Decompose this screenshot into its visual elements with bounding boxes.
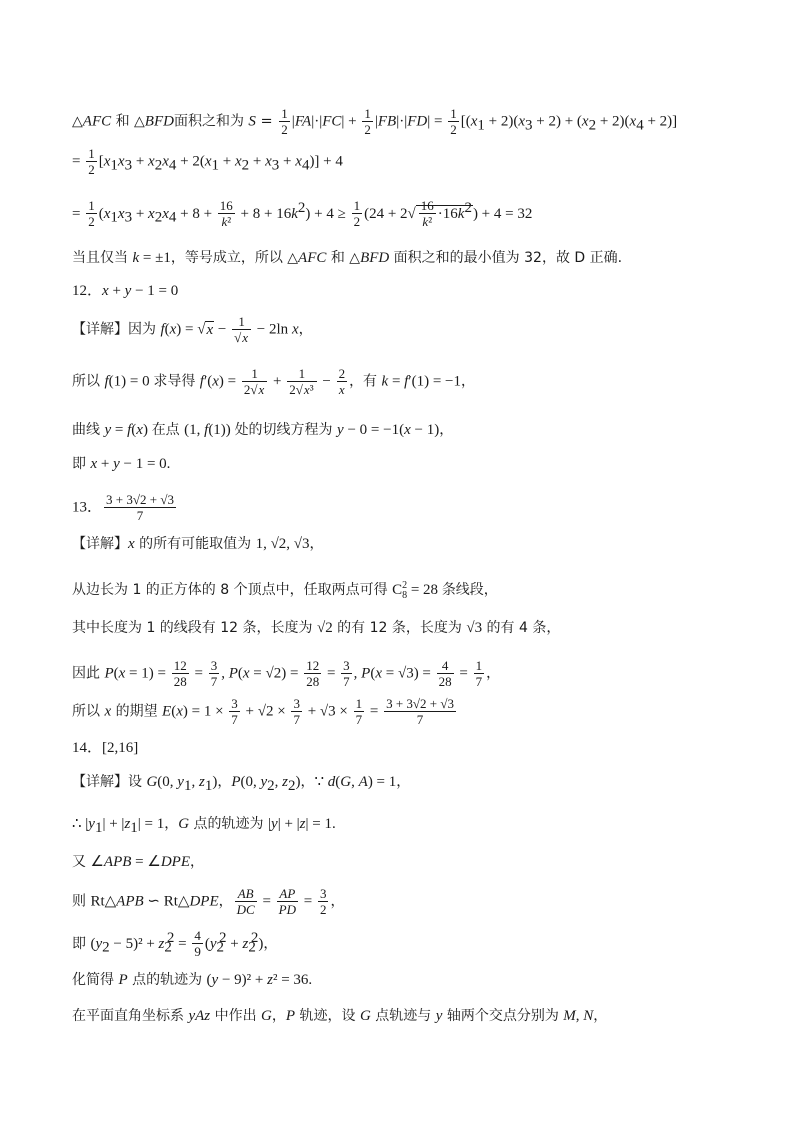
line-12-derivative: 所以 f(1) = 0 求导得 f′(x) = $\frac{1}{2√x}$ + $\frac{1}{\text{2√x³}}$ − $\frac{2}{x}$ ，有 k = f′(1) = −1， <box>72 366 476 397</box>
line-area-sum: △AFC 和 △BFD面积之和为 S = $\frac{1}{2}$ |FA|·|FC| + $\frac{1}{2}$ |FB|·|FD| = $\frac{1}{2}$ $[(x_1 + 2)(x_3 + 2) + (x_2 + 2)(x_4 + 2)]$ <box>72 106 678 137</box>
line-14-angle: 又 ∠APB = ∠DPE， <box>72 854 204 870</box>
line-answer-14: 14．[2,16] <box>72 740 139 756</box>
line-14-similar: 则 Rt△APB ∽ Rt△DPE， $\frac{AB}{DC}$ = $\frac{AP}{PD}$ = $\frac{3}{2}$ ， <box>72 886 345 917</box>
line-13-expectation: 所以 x 的期望 E(x) = 1 × $\frac{3}{7}$ + √2 × $\frac{3}{7}$ + √3 × $\frac{1}{7}$ = $\frac{3 + 3√2 + √3}{7}$ <box>72 696 455 727</box>
line-answer-13: 13． $\frac{3 + 3√2 + √3}{7}$ <box>72 492 174 523</box>
line-expand: = $\frac{1}{2}$ $[x_1x_3 + x_2x_4 + 2(x_1 + x_2 + x_3 + x_4)] + 4$ <box>72 146 343 177</box>
line-13-values: 【详解】x 的所有可能取值为 1, √2, √3， <box>72 536 324 552</box>
line-14-setup: 【详解】设 G(0, $y_1$, $z_1$)，P(0, $y_2$, $z_2$)，∵ d(G, A) = 1， <box>72 774 411 794</box>
line-inequality: = $\frac{1}{2}$ ($x_1x_3 + x_2x_4 + 8$ + $\frac{16}{\text{k²}}$ + $8 + 16k^2) + 4$ ≥ $\frac{1}{2}$ (24 + 2√ $\frac{16}{\text{k²}}$ $\cdot 16k^2) + 4 = 32$ <box>72 198 533 230</box>
line-14-coordinate: 在平面直角坐标系 yAz 中作出 G，P 轨迹，设 G 点轨迹与 y 轴两个交点分别为 M, N， <box>72 1008 608 1024</box>
line-13-segments: 从边长为 1 的正方体的 8 个顶点中，任取两点可得 $C^2_8 = 28$ 条线段， <box>72 580 498 601</box>
line-12-tangent: 曲线 y = f(x) 在点 (1, f(1)) 处的切线方程为 y − 0 = −1(x − 1)， <box>72 422 454 438</box>
line-13-probabilities: 因此 P(x = 1) = $\frac{12}{28}$ = $\frac{3}{7}$ , P(x = √2) = $\frac{12}{28}$ = $\frac{3}{7}$ , P(x = √3) = $\frac{4}{28}$ = $\frac{1}{7}$ ， <box>72 658 501 689</box>
line-14-locus-g: ∴ $|y_1| + |z_1| = 1$，G 点的轨迹为 |y| + |z| = 1. <box>72 816 336 836</box>
line-12-result: 即 x + y − 1 = 0. <box>72 456 171 472</box>
line-14-equation: 即 $(y_2 - 5)^2 + z_2^2$ = $\frac{4}{9}$ $(y_2^2 + z_2^2)$， <box>72 928 278 960</box>
line-12-detail: 【详解】因为 f(x) = √x − $\frac{1}{√x}$ − 2ln x， <box>72 314 313 345</box>
line-13-counts: 其中长度为 1 的线段有 12 条，长度为 √2 的有 12 条，长度为 √3 的有 4 条， <box>72 620 561 636</box>
line-14-locus-p: 化简得 P 点的轨迹为 (y − 9)² + z² = 36. <box>72 972 313 988</box>
line-answer-12: 12．x + y − 1 = 0 <box>72 283 179 299</box>
line-equality-condition: 当且仅当 k = ±1，等号成立，所以 △AFC 和 △BFD 面积之和的最小值为 32，故 D 正确. <box>72 250 623 266</box>
